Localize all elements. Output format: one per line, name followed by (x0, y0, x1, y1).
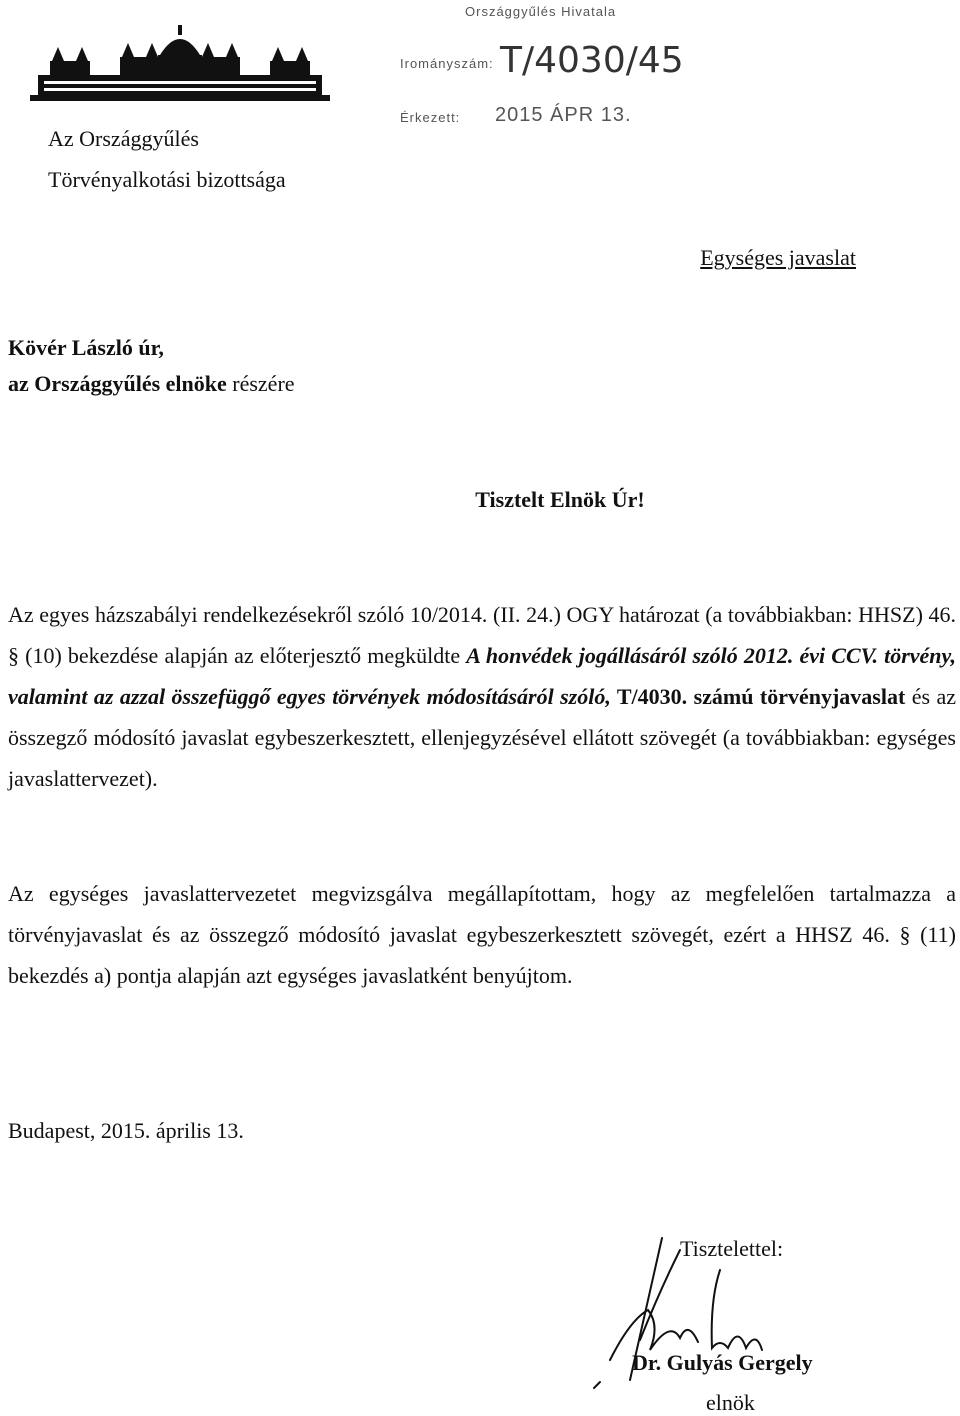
stamp-received-label: Érkezett: (400, 110, 461, 125)
para1-intro: Az egyes házszabályi rendelkezésekről szóló 10/2014. (II. 24.) OGY határozat (a továbbiakban: HHSZ) 46. § (10) bekezdése alapján az előterjesztő megküldte (8, 602, 956, 668)
paragraph-1 (8, 594, 956, 799)
stamp-office: Országgyűlés Hivatala (465, 4, 617, 19)
para1-bill-title: A honvédek jogállásáról szóló 2012. évi CCV. törvény, valamint az azzal összefüggő egyes törvények módosításáról szóló, (8, 643, 956, 709)
parliament-building-logo (30, 25, 330, 105)
signer-role: elnök (706, 1390, 755, 1415)
recipient-name: Kövér László úr, (8, 335, 164, 360)
org-name-line1: Az Országgyűlés (48, 126, 199, 151)
recipient-role (8, 366, 295, 402)
stamp-reg-label: Irományszám: (400, 56, 494, 71)
para1-rest: és az összegző módosító javaslat egybeszerkesztett, ellenjegyzésével ellátott szövegét (a továbbiakban: egységes javaslattervezet). (8, 684, 956, 791)
recipient-role-rest: részére (226, 371, 295, 396)
signer-name: Dr. Gulyás Gergely (632, 1350, 813, 1375)
org-name-line2: Törvényalkotási bizottsága (48, 167, 286, 192)
paragraph-2: Az egységes javaslattervezetet megvizsgálva megállapítottam, hogy az megfelelően tartalmazza a törvényjavaslat és az összegző módosító javaslat egybeszerkesztett szövegét, ezért a HHSZ 46. § (11) bekezdés a) pontja alapján azt egységes javaslatként benyújtom. (8, 881, 956, 988)
document-title: Egységes javaslat (700, 245, 856, 270)
stamp-reg-number: T/4030/45 (500, 40, 684, 81)
salutation: Tisztelt Elnök Úr! (475, 487, 645, 512)
date-line: Budapest, 2015. április 13. (8, 1118, 244, 1143)
para1-bill-number: T/4030. számú törvényjavaslat (610, 684, 906, 709)
closing: Tisztelettel: (680, 1236, 784, 1261)
recipient-role-bold: az Országgyűlés elnöke (8, 371, 227, 396)
stamp-received-date: 2015 ÁPR 13. (495, 104, 632, 126)
